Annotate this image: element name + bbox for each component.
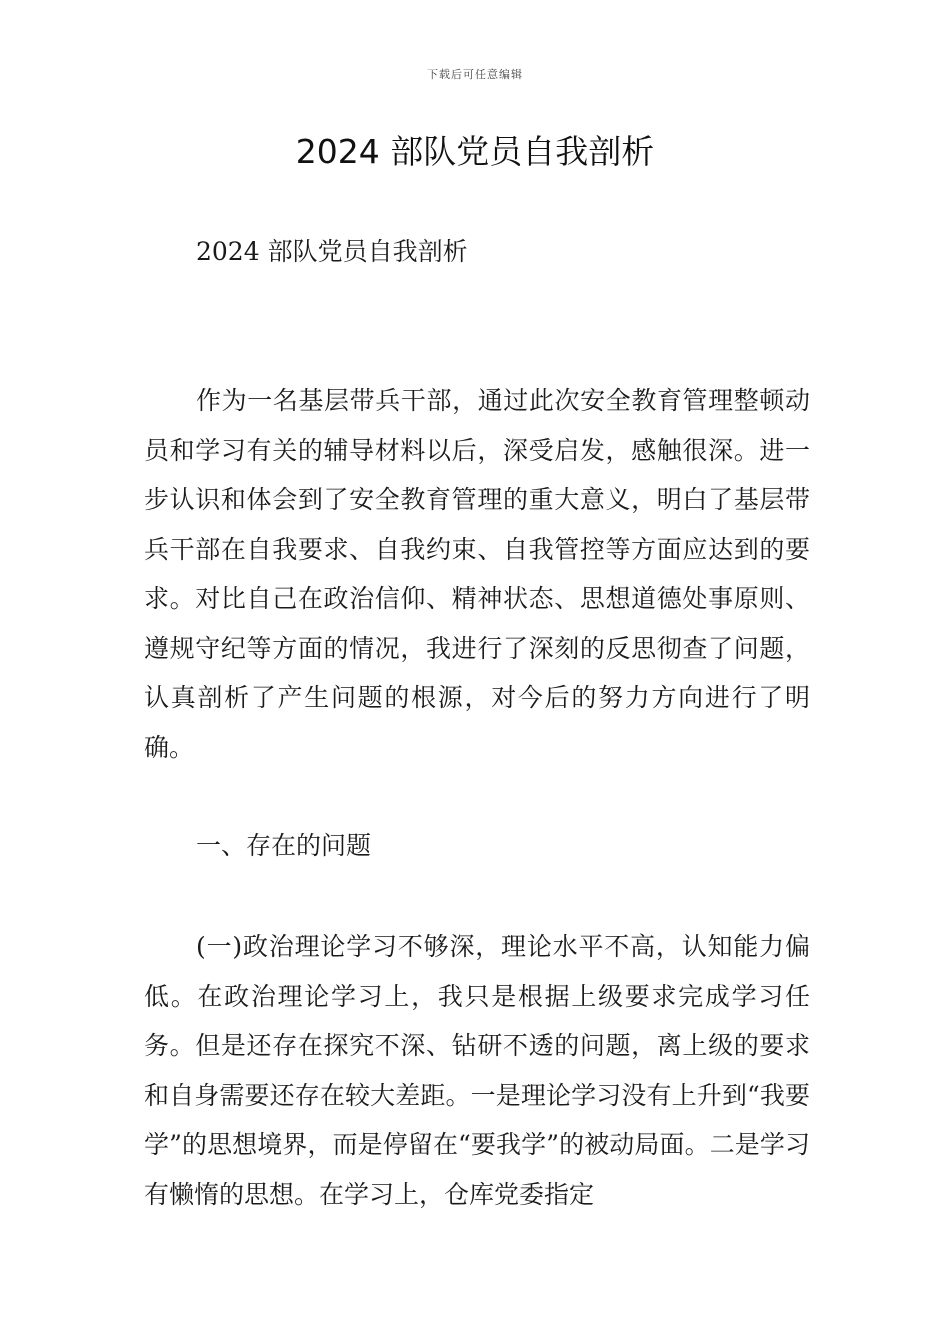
intro-paragraph: 作为一名基层带兵干部，通过此次安全教育管理整顿动员和学习有关的辅导材料以后，深受启发，感触很深。进一步认识和体会到了安全教育管理的重大意义，明白了基层带兵干部在自我要求、自我约束、自我管控等方面应达到的要求。对比自己在政治信仰、精神状态、思想道德处事原则、遵规守纪等方面的情况，我进行了深刻的反思彻查了问题，认真剖析了产生问题的根源，对今后的努力方向进行了明确。 bbox=[144, 386, 810, 762]
section-heading: 一、存在的问题 bbox=[196, 831, 372, 860]
document-title: 2024 部队党员自我剖析 bbox=[295, 132, 655, 171]
document-subtitle: 2024 部队党员自我剖析 bbox=[196, 237, 468, 266]
header-note: 下载后可任意编辑 bbox=[427, 68, 523, 81]
section-paragraph: (一)政治理论学习不够深，理论水平不高，认知能力偏低。在政治理论学习上，我只是根据上级要求完成学习任务。但是还存在探究不深、钻研不透的问题，离上级的要求和自身需要还存在较大差距。一是理论学习没有上升到“我要学”的思想境界，而是停留在“要我学”的被动局面。二是学习有懒惰的思想。在学习上，仓库党委指定 bbox=[144, 932, 810, 1209]
